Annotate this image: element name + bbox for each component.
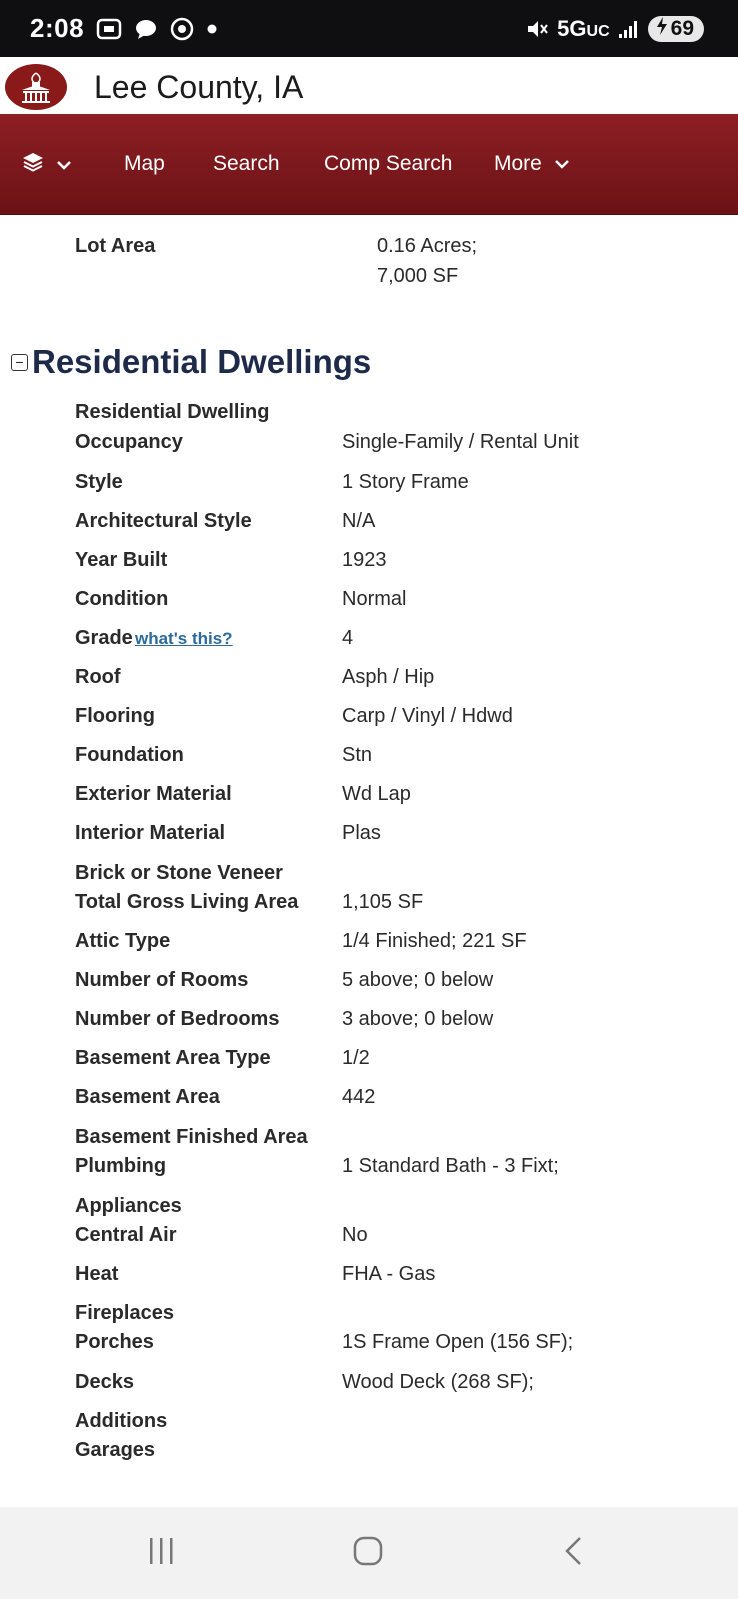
dwelling-field-label: Condition xyxy=(75,588,169,610)
charging-icon xyxy=(656,17,668,41)
dwelling-field-value: N/A xyxy=(342,510,376,532)
dwelling-field-value: FHA - Gas xyxy=(342,1263,436,1285)
dwelling-field-label: Central Air xyxy=(75,1224,177,1246)
nav-comp-search[interactable]: Comp Search xyxy=(324,152,453,175)
nav-bar xyxy=(0,114,738,215)
dwelling-field-value: 442 xyxy=(342,1086,376,1108)
dwelling-field-label: Appliances xyxy=(75,1195,182,1217)
network-type: 5GUC xyxy=(557,15,610,41)
dwelling-field-label: Grade xyxy=(75,627,133,649)
dwelling-field-label: Basement Area xyxy=(75,1086,220,1108)
dwelling-field-label: Total Gross Living Area xyxy=(75,891,299,913)
dwelling-field-label: Brick or Stone Veneer xyxy=(75,862,283,884)
dwelling-field-label: Basement Finished Area xyxy=(75,1126,308,1148)
chevron-down-icon xyxy=(56,153,72,177)
home-icon[interactable] xyxy=(352,1535,384,1572)
dwelling-field-value: 3 above; 0 below xyxy=(342,1008,494,1030)
battery-level: 69 xyxy=(670,16,694,40)
dwelling-field-label: Decks xyxy=(75,1371,134,1393)
dwelling-field-label: Occupancy xyxy=(75,431,183,453)
collapse-icon[interactable]: − xyxy=(11,354,28,371)
layers-menu-button[interactable] xyxy=(22,152,72,178)
nav-more[interactable] xyxy=(494,152,570,176)
dwelling-field-value: No xyxy=(342,1224,368,1246)
dwelling-field-value: 1,105 SF xyxy=(342,891,424,913)
app-header xyxy=(0,57,738,114)
section-title: Residential Dwellings xyxy=(32,343,372,380)
dwelling-field-value: 1 Standard Bath - 3 Fixt; xyxy=(342,1155,559,1177)
dwelling-field-value: 1/4 Finished; 221 SF xyxy=(342,930,527,952)
dwelling-field-value: 5 above; 0 below xyxy=(342,969,494,991)
dwelling-field-value: Wd Lap xyxy=(342,783,411,805)
dwelling-field-value: 4 xyxy=(342,627,354,649)
county-courthouse-logo[interactable] xyxy=(5,64,67,110)
dwelling-field-label: Flooring xyxy=(75,705,155,727)
layers-icon xyxy=(22,152,44,178)
chrome-icon xyxy=(170,17,194,41)
lot-area-value: 0.16 Acres; 7,000 SF xyxy=(377,235,478,287)
status-time: 2:08 xyxy=(30,13,85,43)
dwelling-field-value: Normal xyxy=(342,588,407,610)
page-title: Lee County, IA xyxy=(94,69,304,105)
dwelling-field-value: 1923 xyxy=(342,549,387,571)
nav-map[interactable]: Map xyxy=(124,152,165,175)
whats-this-link[interactable]: what's this? xyxy=(135,629,233,648)
dwelling-field-label: Plumbing xyxy=(75,1155,167,1177)
dwelling-field-label: Number of Bedrooms xyxy=(75,1008,280,1030)
status-bar xyxy=(0,0,738,57)
dwelling-field-value: Plas xyxy=(342,822,381,844)
dwelling-field-value: 1/2 xyxy=(342,1047,370,1069)
signal-icon xyxy=(618,19,640,39)
dwelling-field-value: 1 Story Frame xyxy=(342,471,469,493)
dwelling-field-label: Attic Type xyxy=(75,930,171,952)
system-nav-bar xyxy=(0,1507,738,1599)
dwelling-field-label: Interior Material xyxy=(75,822,226,844)
dwelling-field-label: Roof xyxy=(75,666,121,688)
dwelling-field-value: Stn xyxy=(342,744,373,766)
recent-apps-icon[interactable] xyxy=(147,1535,177,1572)
dwelling-field-label: Foundation xyxy=(75,744,184,766)
back-icon[interactable] xyxy=(562,1535,584,1572)
dwelling-field-value: Asph / Hip xyxy=(342,666,435,688)
dot-icon xyxy=(206,23,218,35)
lot-area-label: Lot Area xyxy=(75,235,156,257)
dwelling-field-label: Porches xyxy=(75,1331,154,1353)
dwelling-field-label: Heat xyxy=(75,1263,119,1285)
dwelling-field-value: Single-Family / Rental Unit xyxy=(342,431,579,453)
dwelling-field-label: Style xyxy=(75,471,123,493)
dwelling-field-label: Garages xyxy=(75,1439,156,1461)
dwelling-field-label: Year Built xyxy=(75,549,168,571)
dwelling-field-label: Additions xyxy=(75,1410,168,1432)
dwelling-field-value: Carp / Vinyl / Hdwd xyxy=(342,705,513,727)
screenshot-icon xyxy=(96,17,122,41)
dwelling-field-value: 1S Frame Open (156 SF); xyxy=(342,1331,574,1353)
dwelling-field-label: Architectural Style xyxy=(75,510,252,532)
dwelling-field-label: Exterior Material xyxy=(75,783,232,805)
dwelling-field-label: Basement Area Type xyxy=(75,1047,271,1069)
chat-icon xyxy=(134,17,158,41)
dwelling-field-label: Residential Dwelling xyxy=(75,401,270,423)
residential-dwellings-header[interactable] xyxy=(11,343,371,381)
nav-more-label: More xyxy=(494,152,542,175)
dwelling-field-value: Wood Deck (268 SF); xyxy=(342,1371,534,1393)
dwelling-field-label: Number of Rooms xyxy=(75,969,249,991)
dwelling-field-label: Fireplaces xyxy=(75,1302,174,1324)
chevron-down-icon xyxy=(554,152,570,176)
battery-indicator xyxy=(648,16,704,42)
nav-search[interactable]: Search xyxy=(213,152,280,175)
mute-icon xyxy=(525,17,549,41)
